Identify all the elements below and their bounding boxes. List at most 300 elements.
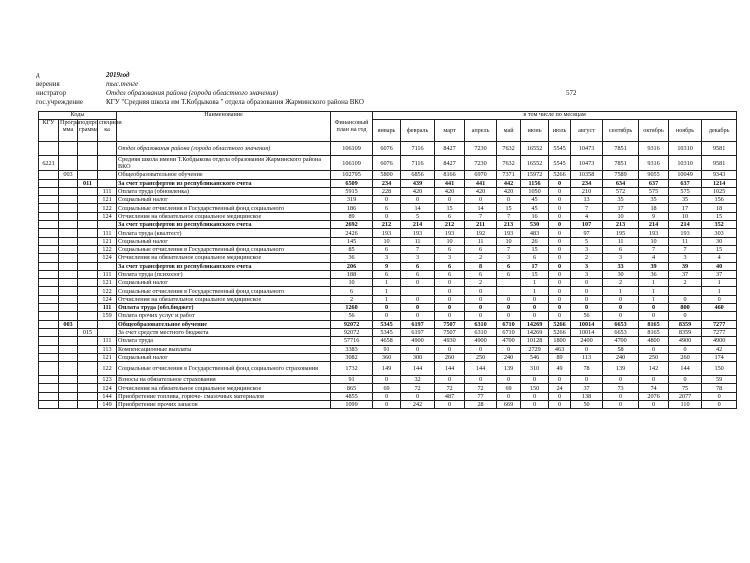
cell-program: [59, 279, 78, 287]
cell-month: 195: [603, 229, 639, 237]
cell-month: 42: [702, 345, 737, 353]
cell-month: 0: [401, 279, 435, 287]
cell-month: 0: [603, 376, 639, 384]
cell-month: 10310: [669, 142, 702, 156]
header-row-units: [36, 80, 636, 88]
cell-specifics: [98, 320, 117, 328]
cell-name: Общеобразовательное обучение: [117, 171, 331, 179]
cell-month: 0: [669, 312, 702, 320]
cell-kgu: [39, 204, 59, 212]
cell-month: 0: [497, 312, 521, 320]
head-month: март: [435, 120, 465, 142]
budget-table: [38, 111, 737, 409]
cell-month: 463: [549, 345, 571, 353]
cell-subprogram: 015: [78, 328, 98, 336]
cell-month: 2: [465, 279, 497, 287]
cell-month: 0: [435, 312, 465, 320]
cell-month: 420: [401, 187, 435, 195]
cell-subprogram: [78, 279, 98, 287]
cell-month: 193: [401, 229, 435, 237]
cell-program: [59, 304, 78, 312]
cell-annual: 865: [331, 384, 373, 392]
cell-month: 6310: [465, 328, 497, 336]
cell-month: 69: [373, 384, 401, 392]
cell-name: Социальный налог: [117, 353, 331, 361]
cell-month: 1025: [702, 187, 737, 195]
cell-month: 15: [497, 204, 521, 212]
cell-month: 214: [639, 221, 669, 229]
cell-specifics: [98, 328, 117, 336]
cell-month: 0: [497, 295, 521, 303]
cell-kgu: [39, 254, 59, 262]
cell-month: 0: [465, 196, 497, 204]
cell-month: 0: [521, 295, 549, 303]
cell-specifics: 111: [98, 229, 117, 237]
cell-month: [401, 287, 435, 295]
cell-month: 139: [497, 362, 521, 376]
cell-month: 250: [639, 353, 669, 361]
cell-month: 5545: [549, 156, 571, 171]
cell-kgu: [39, 320, 59, 328]
cell-kgu: [39, 179, 59, 187]
header-value-administrator: Отдел образования района (города областного значения): [106, 89, 279, 97]
cell-annual: 188: [331, 270, 373, 278]
cell-month: 15: [435, 204, 465, 212]
cell-name: Отчисления на обязательное социальное медицинское: [117, 295, 331, 303]
cell-month: 77: [465, 392, 497, 400]
cell-month: 35: [669, 196, 702, 204]
cell-specifics: 124: [98, 254, 117, 262]
cell-name: Оплата труда (психолог): [117, 270, 331, 278]
cell-month: 139: [603, 362, 639, 376]
cell-month: 5: [571, 237, 603, 245]
cell-month: 8166: [435, 171, 465, 179]
table-row: [39, 204, 737, 212]
table-row: [39, 401, 737, 409]
cell-name: Приобретение топлива, горюче- смазочных материалов: [117, 392, 331, 400]
cell-name: Социальный налог: [117, 237, 331, 245]
cell-month: 14269: [521, 328, 549, 336]
cell-month: 17: [521, 262, 549, 270]
cell-name: За счет трансфертов из республиканского счета: [117, 262, 331, 270]
cell-kgu: [39, 392, 59, 400]
cell-month: 3: [401, 254, 435, 262]
cell-month: 575: [669, 187, 702, 195]
cell-month: 7632: [497, 156, 521, 171]
cell-month: 1: [702, 287, 737, 295]
cell-program: [59, 245, 78, 253]
cell-month: 3: [571, 262, 603, 270]
head-kgu: КГУ: [39, 120, 59, 142]
cell-month: 0: [435, 279, 465, 287]
head-monthly: в том числе по месяцам: [373, 112, 737, 120]
cell-month: 89: [549, 353, 571, 361]
cell-month: 214: [669, 221, 702, 229]
table-row: [39, 320, 737, 328]
cell-month: 72: [435, 384, 465, 392]
cell-kgu: [39, 384, 59, 392]
cell-annual: 92072: [331, 328, 373, 336]
cell-month: 8359: [669, 320, 702, 328]
cell-program: [59, 229, 78, 237]
cell-month: 72: [401, 384, 435, 392]
cell-subprogram: [78, 401, 98, 409]
cell-program: [59, 353, 78, 361]
cell-month: 107: [571, 221, 603, 229]
cell-name: Социальные отчисления в Государственный фонд социального: [117, 287, 331, 295]
cell-month: 0: [521, 304, 549, 312]
cell-month: 6: [497, 270, 521, 278]
cell-month: 37: [702, 270, 737, 278]
cell-month: 39: [639, 262, 669, 270]
head-month: июль: [549, 120, 571, 142]
cell-annual: 85: [331, 245, 373, 253]
cell-subprogram: [78, 221, 98, 229]
cell-annual: 5915: [331, 187, 373, 195]
cell-month: 7632: [497, 142, 521, 156]
cell-month: 1800: [549, 337, 571, 345]
cell-month: 487: [435, 392, 465, 400]
cell-month: 113: [571, 353, 603, 361]
cell-program: [59, 312, 78, 320]
cell-subprogram: 011: [78, 179, 98, 187]
cell-month: 0: [549, 295, 571, 303]
cell-subprogram: [78, 392, 98, 400]
cell-month: 7589: [603, 171, 639, 179]
header-row-institution: [36, 98, 636, 106]
cell-month: 149: [373, 362, 401, 376]
table-row: [39, 312, 737, 320]
cell-program: [59, 295, 78, 303]
cell-specifics: [98, 179, 117, 187]
cell-month: 0: [435, 304, 465, 312]
cell-month: 442: [497, 179, 521, 187]
table-row: [39, 212, 737, 220]
cell-month: 11: [401, 237, 435, 245]
cell-month: 9: [639, 212, 669, 220]
cell-month: 50: [571, 401, 603, 409]
cell-name: Оплата прочих услуг и работ: [117, 312, 331, 320]
cell-month: 144: [435, 362, 465, 376]
cell-month: 441: [465, 179, 497, 187]
cell-program: [59, 156, 78, 171]
cell-program: [59, 254, 78, 262]
cell-month: 1: [639, 279, 669, 287]
cell-specifics: 121: [98, 237, 117, 245]
cell-month: 1: [373, 287, 401, 295]
table-row: [39, 304, 737, 312]
cell-month: 10128: [521, 337, 549, 345]
cell-month: 11: [603, 237, 639, 245]
cell-program: 003: [59, 320, 78, 328]
cell-month: 212: [373, 221, 401, 229]
cell-name: Компенсационные выплаты: [117, 345, 331, 353]
cell-month: 2: [571, 254, 603, 262]
cell-month: [497, 279, 521, 287]
cell-specifics: 122: [98, 287, 117, 295]
cell-kgu: [39, 376, 59, 384]
cell-month: 0: [521, 401, 549, 409]
cell-month: 0: [571, 304, 603, 312]
cell-month: 10: [497, 237, 521, 245]
cell-month: 6076: [373, 142, 401, 156]
cell-program: [59, 328, 78, 336]
cell-month: 7277: [702, 320, 737, 328]
cell-month: 0: [401, 392, 435, 400]
cell-program: [59, 221, 78, 229]
cell-month: 1: [702, 279, 737, 287]
cell-subprogram: [78, 245, 98, 253]
cell-subprogram: [78, 384, 98, 392]
cell-kgu: [39, 295, 59, 303]
table-row: [39, 362, 737, 376]
cell-month: 0: [373, 376, 401, 384]
cell-month: 0: [571, 287, 603, 295]
cell-month: 193: [435, 229, 465, 237]
cell-month: 0: [639, 345, 669, 353]
cell-month: 4700: [497, 337, 521, 345]
cell-month: [702, 312, 737, 320]
cell-name: Оплата труда (обновленка): [117, 187, 331, 195]
cell-month: 14: [465, 204, 497, 212]
cell-month: 7: [401, 245, 435, 253]
cell-name: Отдел образования района (города областного значения): [117, 142, 331, 156]
cell-specifics: 121: [98, 353, 117, 361]
cell-month: 35: [639, 196, 669, 204]
cell-name: Отчисления на обязательное социальное медицинское: [117, 384, 331, 392]
cell-month: 1: [603, 287, 639, 295]
cell-month: 7371: [497, 171, 521, 179]
cell-subprogram: [78, 212, 98, 220]
cell-annual: 3383: [331, 345, 373, 353]
cell-month: 546: [521, 353, 549, 361]
cell-month: 4900: [669, 337, 702, 345]
cell-month: 1156: [521, 179, 549, 187]
cell-month: 7116: [401, 156, 435, 171]
cell-month: 7: [497, 245, 521, 253]
cell-month: 6: [603, 245, 639, 253]
cell-specifics: 113: [98, 345, 117, 353]
cell-program: [59, 212, 78, 220]
cell-month: 360: [373, 353, 401, 361]
cell-name: Отчисления на обязательное социальное медицинское: [117, 212, 331, 220]
cell-month: 6: [521, 254, 549, 262]
cell-month: 2729: [521, 345, 549, 353]
cell-subprogram: [78, 270, 98, 278]
cell-specifics: 124: [98, 295, 117, 303]
cell-subprogram: [78, 337, 98, 345]
cell-month: 0: [373, 312, 401, 320]
cell-month: 3: [435, 254, 465, 262]
cell-month: 213: [603, 221, 639, 229]
header-key-administrator: нистратор: [36, 89, 67, 97]
cell-month: 8: [465, 262, 497, 270]
cell-kgu: [39, 401, 59, 409]
cell-month: 0: [497, 376, 521, 384]
table-body: [39, 142, 737, 409]
cell-month: 240: [603, 353, 639, 361]
cell-month: 193: [639, 229, 669, 237]
cell-subprogram: [78, 312, 98, 320]
cell-month: 40: [702, 262, 737, 270]
cell-name: За счет трансфертов из республиканского счета: [117, 179, 331, 187]
table-row: [39, 353, 737, 361]
cell-month: 0: [521, 312, 549, 320]
cell-month: 7: [571, 204, 603, 212]
cell-month: 0: [603, 295, 639, 303]
cell-month: 572: [603, 187, 639, 195]
cell-month: 8427: [435, 142, 465, 156]
cell-month: 33: [603, 262, 639, 270]
head-month: ноябрь: [669, 120, 702, 142]
cell-month: 0: [401, 304, 435, 312]
cell-month: 7116: [401, 142, 435, 156]
cell-month: 0: [373, 212, 401, 220]
cell-month: 0: [549, 312, 571, 320]
cell-kgu: [39, 212, 59, 220]
cell-month: 6: [435, 262, 465, 270]
cell-month: 59: [702, 376, 737, 384]
cell-month: 10473: [571, 142, 603, 156]
cell-month: 575: [639, 187, 669, 195]
cell-name: За счет трансфертов из республиканского счета: [117, 221, 331, 229]
cell-month: 260: [669, 353, 702, 361]
cell-month: 5545: [549, 142, 571, 156]
cell-month: 0: [373, 196, 401, 204]
cell-kgu: [39, 312, 59, 320]
table-row: [39, 384, 737, 392]
cell-name: Отчисления на обязательное социальное медицинское: [117, 254, 331, 262]
cell-month: [497, 287, 521, 295]
cell-month: 72: [465, 384, 497, 392]
cell-specifics: 122: [98, 204, 117, 212]
cell-month: 7: [497, 212, 521, 220]
cell-month: 4900: [401, 337, 435, 345]
cell-month: 193: [373, 229, 401, 237]
cell-kgu: [39, 245, 59, 253]
cell-subprogram: [78, 237, 98, 245]
cell-specifics: 149: [98, 401, 117, 409]
cell-month: 0: [435, 376, 465, 384]
table-row: [39, 254, 737, 262]
cell-month: 49: [549, 362, 571, 376]
header-row-administrator: [36, 89, 596, 97]
cell-month: 6197: [401, 328, 435, 336]
cell-month: 211: [465, 221, 497, 229]
cell-name: Общеобразовательное обучение: [117, 320, 331, 328]
cell-month: 6: [401, 270, 435, 278]
cell-month: 110: [669, 401, 702, 409]
cell-month: 1: [639, 287, 669, 295]
cell-month: 5266: [549, 171, 571, 179]
cell-month: 0: [401, 312, 435, 320]
cell-month: 634: [603, 179, 639, 187]
cell-month: 0: [603, 312, 639, 320]
cell-month: 0: [549, 304, 571, 312]
cell-month: 0: [669, 376, 702, 384]
cell-program: [59, 262, 78, 270]
cell-month: 0: [465, 345, 497, 353]
cell-month: 8165: [639, 320, 669, 328]
cell-month: 210: [571, 187, 603, 195]
cell-month: 7507: [435, 328, 465, 336]
cell-annual: 92072: [331, 320, 373, 328]
cell-month: 0: [603, 401, 639, 409]
cell-specifics: 144: [98, 392, 117, 400]
table-row: [39, 171, 737, 179]
cell-kgu: 6221: [39, 156, 59, 171]
cell-month: 3: [571, 270, 603, 278]
cell-month: 142: [639, 362, 669, 376]
cell-month: 16552: [521, 142, 549, 156]
cell-month: 4: [571, 212, 603, 220]
cell-specifics: 111: [98, 270, 117, 278]
cell-month: 6: [465, 245, 497, 253]
cell-name: Социальные отчисления в Государственный фонд социального страхования: [117, 362, 331, 376]
cell-month: 6710: [497, 320, 521, 328]
header-administrator-code: 572: [566, 89, 577, 97]
cell-month: 0: [549, 270, 571, 278]
cell-kgu: [39, 328, 59, 336]
cell-specifics: 111: [98, 304, 117, 312]
cell-kgu: [39, 287, 59, 295]
cell-month: 74: [639, 384, 669, 392]
cell-month: 310: [521, 362, 549, 376]
table-row: [39, 328, 737, 336]
cell-subprogram: [78, 320, 98, 328]
cell-kgu: [39, 142, 59, 156]
head-specifics: специфи ка: [98, 120, 117, 142]
cell-name: Оплата труда (квалтест): [117, 229, 331, 237]
cell-month: 4700: [603, 337, 639, 345]
cell-specifics: 124: [98, 212, 117, 220]
cell-kgu: [39, 262, 59, 270]
cell-subprogram: [78, 353, 98, 361]
cell-month: 0: [497, 304, 521, 312]
cell-subprogram: [78, 287, 98, 295]
head-month: декабрь: [702, 120, 737, 142]
table-row: [39, 337, 737, 345]
cell-month: 0: [549, 237, 571, 245]
cell-month: 5345: [373, 320, 401, 328]
cell-month: 0: [639, 376, 669, 384]
table-row: [39, 376, 737, 384]
cell-month: 7: [669, 245, 702, 253]
cell-month: 0: [549, 392, 571, 400]
head-month: февраль: [401, 120, 435, 142]
cell-month: 1050: [521, 187, 549, 195]
cell-month: 0: [702, 392, 737, 400]
table-row: [39, 245, 737, 253]
cell-name: Приобретение прочих запасов: [117, 401, 331, 409]
cell-month: 3: [497, 254, 521, 262]
head-program: Програ ммa: [59, 120, 78, 142]
cell-month: 6710: [497, 328, 521, 336]
head-month: январь: [373, 120, 401, 142]
cell-month: 73: [603, 384, 639, 392]
cell-month: 0: [497, 196, 521, 204]
cell-month: 460: [702, 304, 737, 312]
cell-month: 193: [669, 229, 702, 237]
cell-month: 4900: [702, 337, 737, 345]
cell-month: 156: [702, 196, 737, 204]
cell-annual: 3082: [331, 353, 373, 361]
cell-month: 4658: [373, 337, 401, 345]
cell-month: 11: [465, 237, 497, 245]
header-key-units: верения: [36, 80, 60, 88]
cell-month: 0: [401, 196, 435, 204]
cell-month: 637: [639, 179, 669, 187]
